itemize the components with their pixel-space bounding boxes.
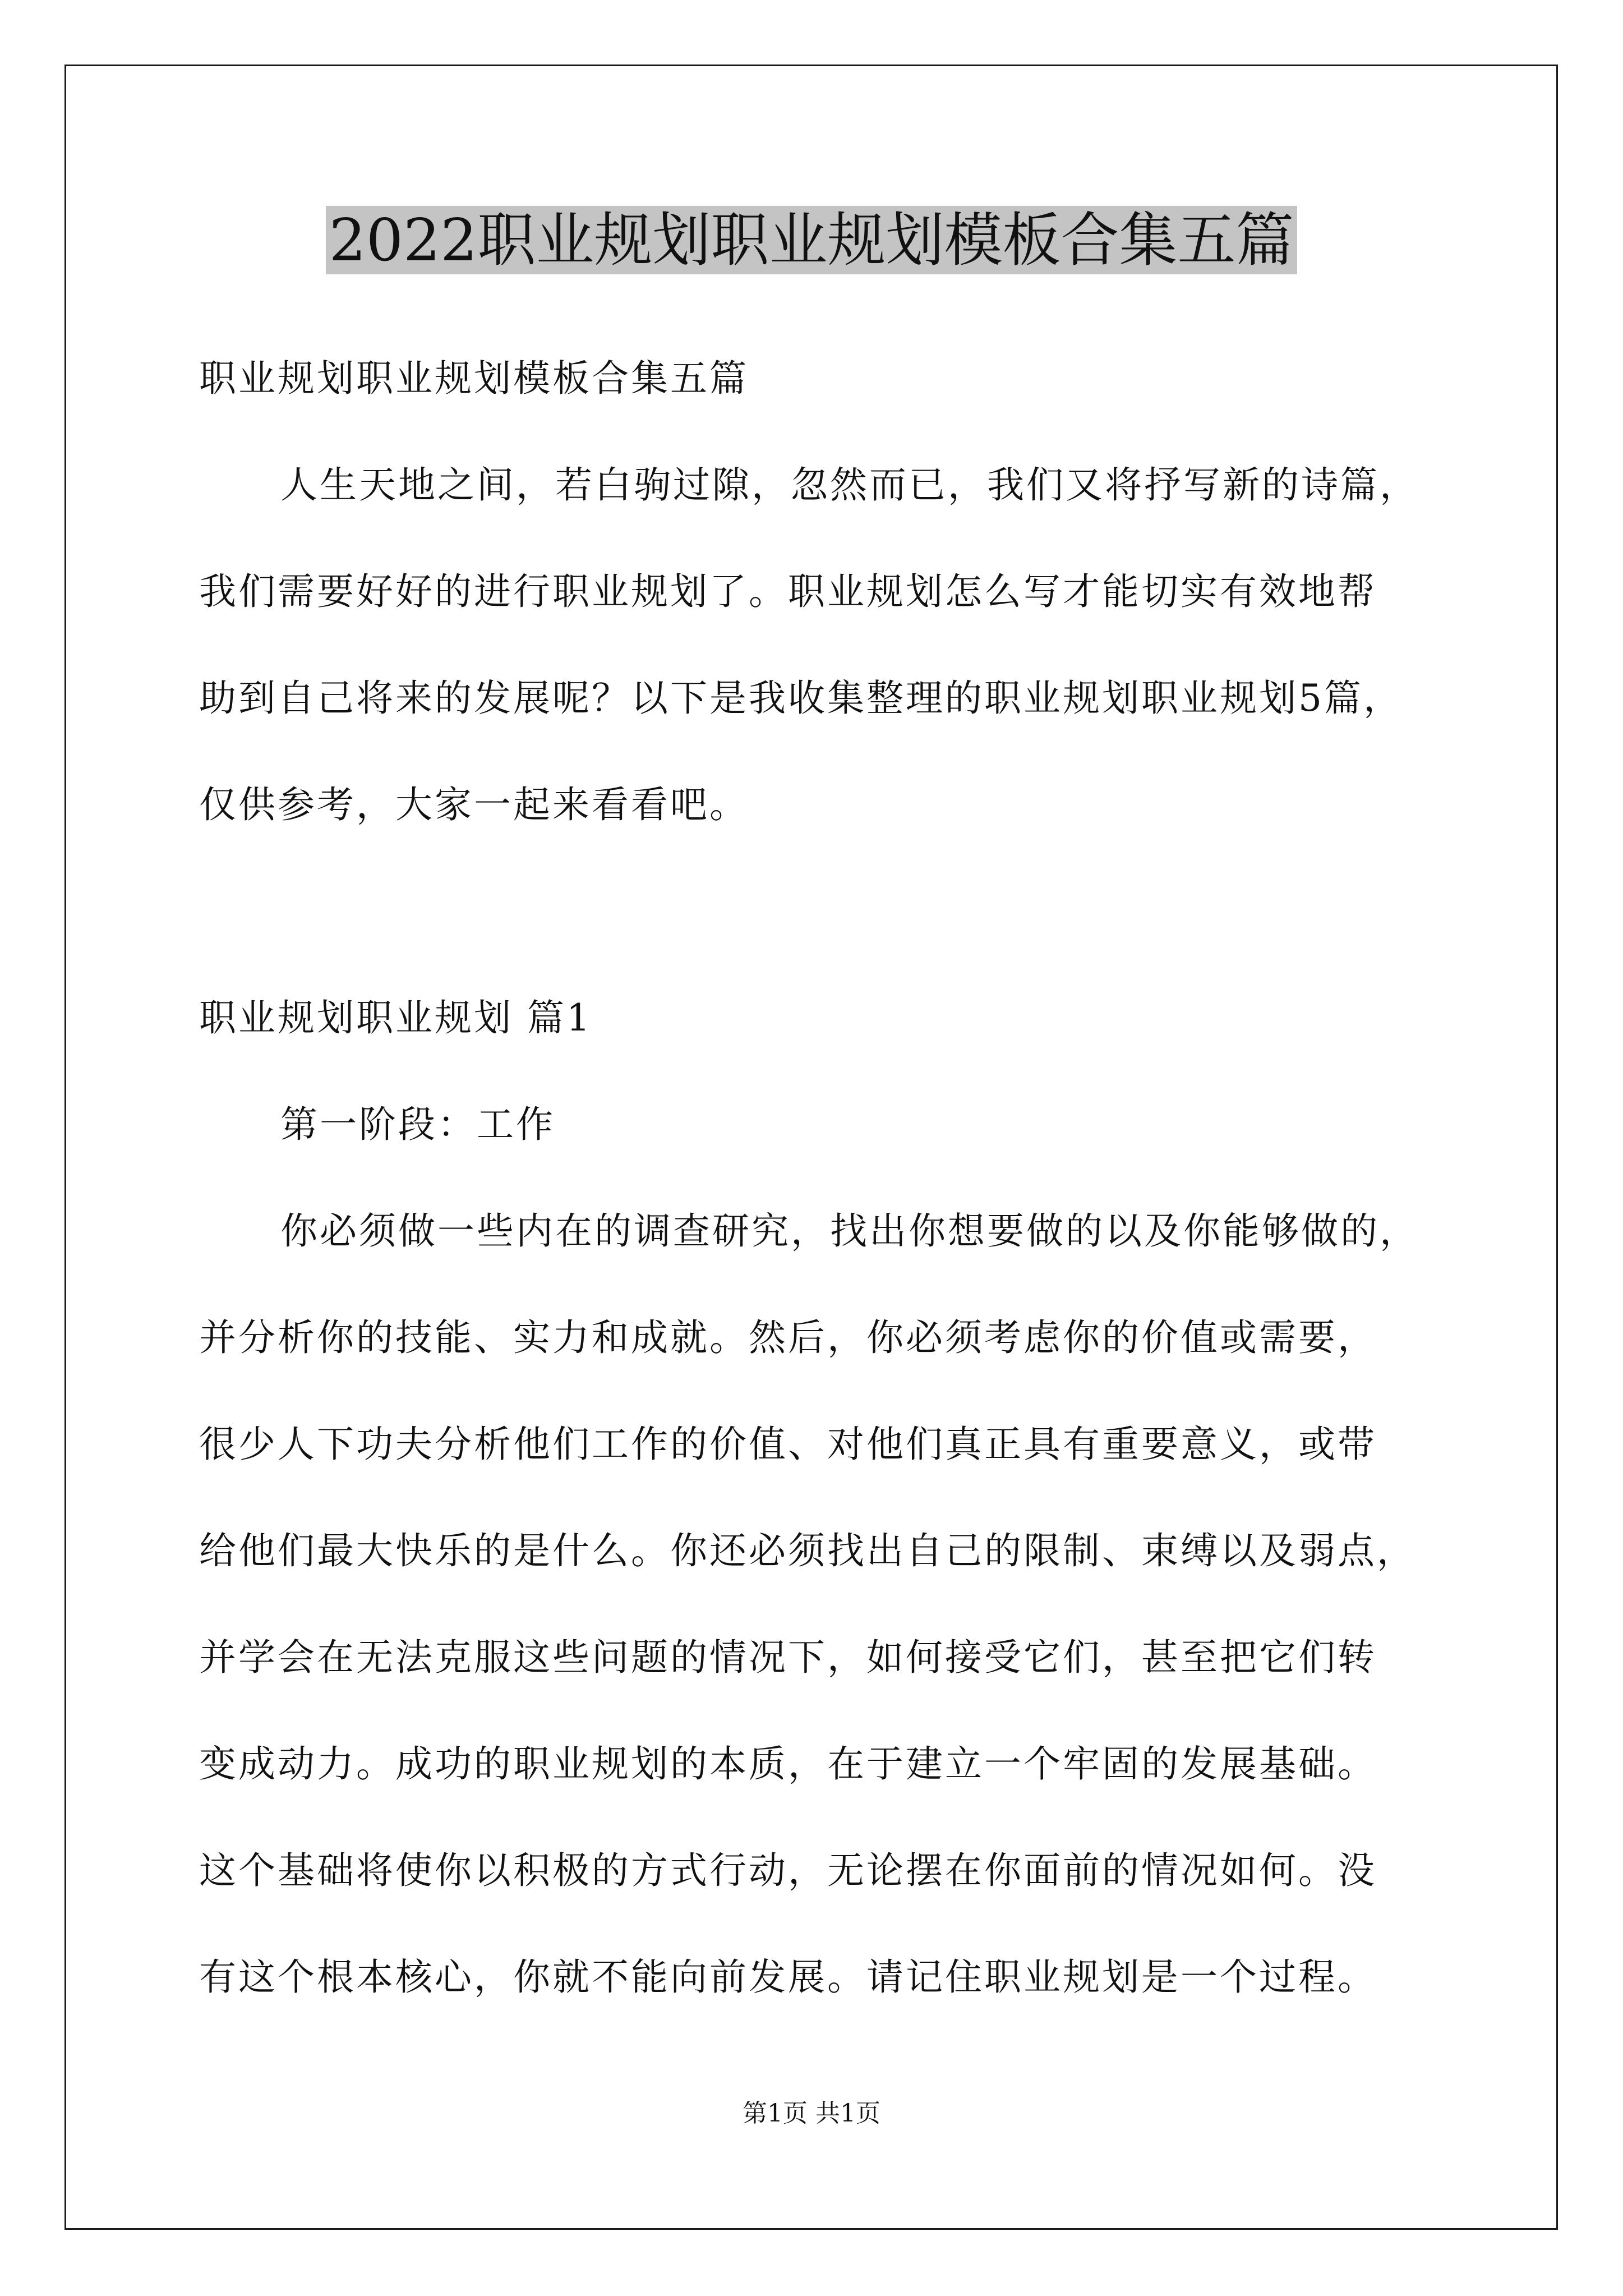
stage-heading: 第一阶段：工作 [280, 1103, 555, 1146]
intro-line: 助到自己将来的发展呢？以下是我收集整理的职业规划职业规划5篇， [199, 677, 1403, 720]
section-heading: 职业规划职业规划 篇1 [199, 996, 592, 1039]
document-title-text: 2022职业规划职业规划模板合集五篇 [326, 206, 1298, 274]
intro-line: 人生天地之间，若白驹过隙，忽然而已，我们又将抒写新的诗篇， [280, 463, 1419, 507]
body-line: 并学会在无法克服这些问题的情况下，如何接受它们，甚至把它们转 [199, 1636, 1377, 1679]
intro-line: 仅供参考，大家一起来看看吧。 [199, 783, 749, 826]
document-title [0, 201, 1623, 279]
body-line: 有这个根本核心，你就不能向前发展。请记住职业规划是一个过程。 [199, 1955, 1377, 1999]
body-line: 变成动力。成功的职业规划的本质，在于建立一个牢固的发展基础。 [199, 1742, 1377, 1786]
intro-line: 我们需要好好的进行职业规划了。职业规划怎么写才能切实有效地帮 [199, 570, 1377, 613]
body-line: 很少人下功夫分析他们工作的价值、对他们真正具有重要意义，或带 [199, 1423, 1377, 1466]
page-footer: 第1页 共1页 [743, 2099, 880, 2128]
body-line: 这个基础将使你以积极的方式行动，无论摆在你面前的情况如何。没 [199, 1849, 1377, 1892]
body-line: 并分析你的技能、实力和成就。然后，你必须考虑你的价值或需要， [199, 1316, 1377, 1359]
body-line: 给他们最大快乐的是什么。你还必须找出自己的限制、束缚以及弱点， [199, 1529, 1416, 1572]
document-subtitle: 职业规划职业规划模板合集五篇 [199, 357, 749, 400]
body-line: 你必须做一些内在的调查研究，找出你想要做的以及你能够做的， [280, 1209, 1419, 1253]
